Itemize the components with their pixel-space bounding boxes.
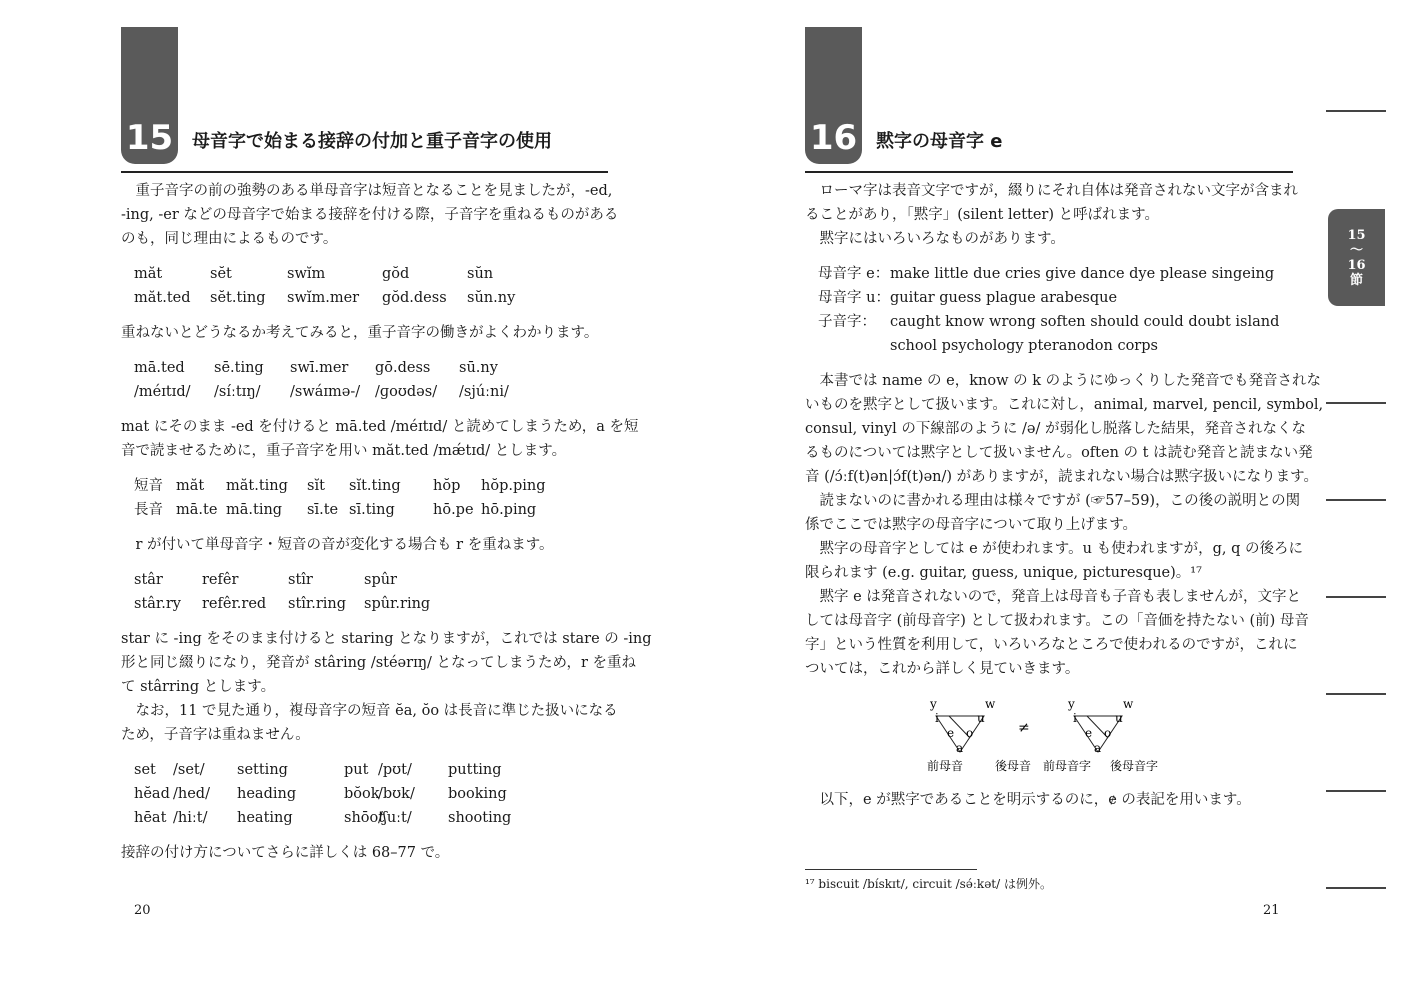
table-cell: /ʃuːt/ <box>378 810 412 826</box>
table-cell: sĭt.ting <box>349 478 401 494</box>
table-cell: shōot <box>344 810 385 826</box>
example-table <box>134 474 611 522</box>
table-cell: /hiːt/ <box>173 810 208 826</box>
table-cell: 短音 <box>134 478 163 494</box>
title-rule <box>121 171 608 173</box>
edge-mark <box>1326 887 1386 889</box>
paragraph-line: ため，子音字は重ねません。 <box>121 727 310 743</box>
vowel-triangle-diagram <box>922 694 1172 776</box>
letter-o: o <box>966 726 974 740</box>
paragraph-line: 本書では name の e，know の k のようにゆっくりした発音でも発音されな <box>805 373 1321 389</box>
diagram-label: 前母音字 <box>1043 759 1092 773</box>
paragraph-line: のも，同じ理由によるものです。 <box>121 231 338 247</box>
edge-mark <box>1326 110 1386 112</box>
table-cell: /bʊk/ <box>378 786 415 802</box>
table-cell: setting <box>237 762 288 778</box>
paragraph-line: 読まないのに書かれる理由は様々ですが (☞57–59)，この後の説明との関 <box>805 493 1301 509</box>
paragraph-line: 音 (/ɔ́ːf(t)ən|ɔ́f(t)ən/) がありますが，読まれない場合は黙字扱いになります。 <box>805 469 1319 485</box>
paragraph-line: 黙字の母音字としては e が使われます。u も使われますが，g, q の後ろに <box>805 541 1303 557</box>
table-cell: putting <box>448 762 502 778</box>
body-text <box>121 179 652 865</box>
paragraph-line: 限られます (e.g. guitar, guess, unique, picturesque)。¹⁷ <box>805 565 1202 581</box>
table-cell: put <box>344 762 369 778</box>
table-cell: set <box>134 762 156 778</box>
example-table <box>134 568 611 616</box>
table-cell: gō.dess <box>375 360 431 376</box>
edge-mark <box>1326 402 1386 404</box>
thumb-tab-text: 〜 <box>1349 242 1363 258</box>
paragraph-line: いものを黙字として扱います。これに対し，animal, marvel, pencil, symbol, <box>805 397 1324 413</box>
table-cell: sī.te <box>307 502 339 518</box>
letter-e: e <box>947 726 955 740</box>
paragraph-line: ついては，これから詳しく見ていきます。 <box>805 661 1080 677</box>
paragraph-line: 以下，e が黙字であることを明示するのに，ɇ の表記を用います。 <box>805 792 1251 808</box>
table-cell: măt <box>176 478 205 494</box>
table-cell: stîr.ring <box>288 596 347 612</box>
letter-y: y <box>930 697 937 711</box>
silent-letter-list <box>818 262 1300 358</box>
letter-u: u <box>977 711 985 725</box>
paragraph-line: 音で読ませるために，重子音字を用い măt.ted /mǽtɪd/ とします。 <box>121 443 567 459</box>
table-cell: /pʊt/ <box>378 762 412 778</box>
footnote-rule <box>805 869 977 870</box>
list-words: make little due cries give dance dye please singeing <box>890 266 1275 282</box>
section-thumb-tab <box>1328 209 1385 306</box>
paragraph-line: -ing, -er などの母音字で始まる接辞を付ける際，子音字を重ねるものがある <box>121 207 619 223</box>
paragraph-line: 字」という性質を利用して，いろいろなところで使われるのですが，これに <box>805 637 1298 653</box>
page-number: 21 <box>1263 903 1280 918</box>
table-cell: hēat <box>134 810 167 826</box>
paragraph-line: 形と同じ綴りになり，発音が stâring /stéərɪŋ/ となってしまうため，r を重ね <box>121 655 636 671</box>
table-cell: măt.ting <box>226 478 288 494</box>
table-cell: shooting <box>448 810 512 826</box>
table-cell: sŭn <box>467 266 494 282</box>
table-cell: hō.ping <box>481 502 537 518</box>
table-cell: heading <box>237 786 297 802</box>
paragraph-line: しては母音字 (前母音字) として扱われます。この「音価を持たない (前) 母音 <box>805 613 1309 629</box>
paragraph-line: star に -ing をそのまま付けると staring となりますが，これでは stare の -ing <box>121 631 652 647</box>
table-cell: bŏok <box>344 786 380 802</box>
table-cell: /síːtɪŋ/ <box>214 384 261 400</box>
letter-i: i <box>935 711 939 725</box>
edge-mark <box>1326 499 1386 501</box>
thumb-tab-text: 16 <box>1347 257 1366 273</box>
edge-mark <box>1326 596 1386 598</box>
not-equal-sign: ≠ <box>1018 720 1030 736</box>
paragraph-line: mat にそのまま -ed を付けると mā.ted /méɪtɪd/ と読めてしまうため，a を短 <box>121 419 639 435</box>
table-cell: măt <box>134 266 163 282</box>
table-cell: swĭm.mer <box>287 290 360 306</box>
letter-y: y <box>1068 697 1075 711</box>
table-cell: sĭt <box>307 478 325 494</box>
paragraph-line: るものについては黙字として扱いません。often の t は読む発音と読まない発 <box>805 445 1313 461</box>
paragraph-line: 接辞の付け方についてさらに詳しくは 68–77 で。 <box>121 845 450 861</box>
table-cell: sĕt <box>210 266 232 282</box>
table-cell: măt.ted <box>134 290 191 306</box>
triangle-left <box>929 697 996 755</box>
table-cell: spûr.ring <box>364 596 431 612</box>
table-cell: gŏd.dess <box>382 290 447 306</box>
table-cell: /méɪtɪd/ <box>134 384 191 400</box>
list-label: 母音字 u： <box>818 290 890 306</box>
page-number: 20 <box>134 903 151 918</box>
section-title: 母音字で始まる接辞の付加と重子音字の使用 <box>192 131 552 152</box>
table-cell: mā.te <box>176 502 218 518</box>
section-number-tab <box>805 27 862 164</box>
list-words: school psychology pteranodon corps <box>890 338 1158 354</box>
table-cell: /ɡoʊdəs/ <box>375 384 438 400</box>
paragraph-line: consul, vinyl の下線部のように /ə/ が弱化し脱落した結果，発音されなくな <box>805 421 1306 437</box>
letter-e: e <box>1085 726 1093 740</box>
letter-w: w <box>985 697 996 711</box>
letter-a: a <box>956 741 964 755</box>
list-words: caught know wrong soften should could doubt island <box>890 314 1280 330</box>
right-page <box>707 0 1414 1000</box>
example-table <box>134 758 611 830</box>
table-cell: hō.pe <box>433 502 474 518</box>
paragraph-line: 黙字 e は発音されないので，発音上は母音も子音も表しませんが，文字と <box>805 589 1302 605</box>
paragraph-line: 係でここでは黙字の母音字について取り上げます。 <box>805 517 1138 533</box>
table-cell: /swáɪmə-/ <box>290 384 361 400</box>
table-cell: sī.ting <box>349 502 395 518</box>
table-cell: /sjúːni/ <box>459 384 509 400</box>
diagram-label: 後母音字 <box>1110 759 1159 773</box>
table-cell: refêr <box>202 572 239 588</box>
triangle-right <box>1067 697 1134 755</box>
table-cell: hŏp <box>433 478 461 494</box>
thumb-tab-text: 15 <box>1347 227 1366 243</box>
table-cell: booking <box>448 786 507 802</box>
body-text <box>805 179 1324 681</box>
edge-mark <box>1326 693 1386 695</box>
letter-w: w <box>1123 697 1134 711</box>
table-cell: swī.mer <box>290 360 349 376</box>
table-cell: sū.ny <box>459 360 498 376</box>
example-table <box>134 262 611 310</box>
table-cell: sŭn.ny <box>467 290 516 306</box>
table-cell: mā.ting <box>226 502 283 518</box>
section-number: 15 <box>125 118 174 158</box>
paragraph-line: 重ねないとどうなるか考えてみると，重子音字の働きがよくわかります。 <box>121 325 599 341</box>
list-label: 子音字： <box>818 314 876 330</box>
section-number: 16 <box>809 118 858 158</box>
table-cell: sē.ting <box>214 360 264 376</box>
list-label: 母音字 e： <box>818 266 890 282</box>
list-label <box>818 334 890 358</box>
footnote: ¹⁷ biscuit /bískɪt/, circuit /sə́ːkət/ は例外。 <box>805 877 1052 891</box>
table-cell: heating <box>237 810 293 826</box>
edge-mark <box>1326 790 1386 792</box>
table-cell: sĕt.ting <box>210 290 266 306</box>
table-cell: hĕad <box>134 786 170 802</box>
diagram-label: 後母音 <box>995 759 1032 773</box>
closing-text <box>805 788 1300 812</box>
table-cell: 長音 <box>134 502 163 518</box>
table-cell: stâr.ry <box>134 596 181 612</box>
paragraph-line: 重子音字の前の強勢のある単母音字は短音となることを見ましたが，-ed, <box>121 183 613 199</box>
letter-o: o <box>1104 726 1112 740</box>
table-cell: gŏd <box>382 266 410 282</box>
paragraph-line: 黙字にはいろいろなものがあります。 <box>805 231 1065 247</box>
diagram-label: 前母音 <box>927 759 964 773</box>
paragraph-line: ることがあり，「黙字」(silent letter) と呼ばれます。 <box>805 207 1159 223</box>
table-cell: refêr.red <box>202 596 267 612</box>
table-cell: mā.ted <box>134 360 185 376</box>
title-rule <box>805 171 1293 173</box>
section-title: 黙字の母音字 e <box>876 131 1003 152</box>
table-cell: /set/ <box>173 762 205 778</box>
table-cell: spûr <box>364 572 397 588</box>
section-number-tab <box>121 27 178 164</box>
table-cell: /hed/ <box>173 786 210 802</box>
example-table <box>134 356 611 404</box>
table-cell: stâr <box>134 572 163 588</box>
letter-a: a <box>1094 741 1102 755</box>
paragraph-line: r が付いて単母音字・短音の音が変化する場合も r を重ねます。 <box>121 537 554 553</box>
letter-u: u <box>1115 711 1123 725</box>
list-words: guitar guess plague arabesque <box>890 290 1118 306</box>
thumb-tab-text: 節 <box>1349 272 1363 288</box>
paragraph-line: ローマ字は表音文字ですが，綴りにそれ自体は発音されない文字が含まれ <box>805 183 1298 199</box>
table-cell: swĭm <box>287 266 326 282</box>
letter-i: i <box>1073 711 1077 725</box>
table-cell: stîr <box>288 572 313 588</box>
paragraph-line: て stârring とします。 <box>121 679 276 695</box>
table-cell: hŏp.ping <box>481 478 546 494</box>
paragraph-line: なお，11 で見た通り，複母音字の短音 ĕa, ŏo は長音に準じた扱いになる <box>121 703 618 719</box>
